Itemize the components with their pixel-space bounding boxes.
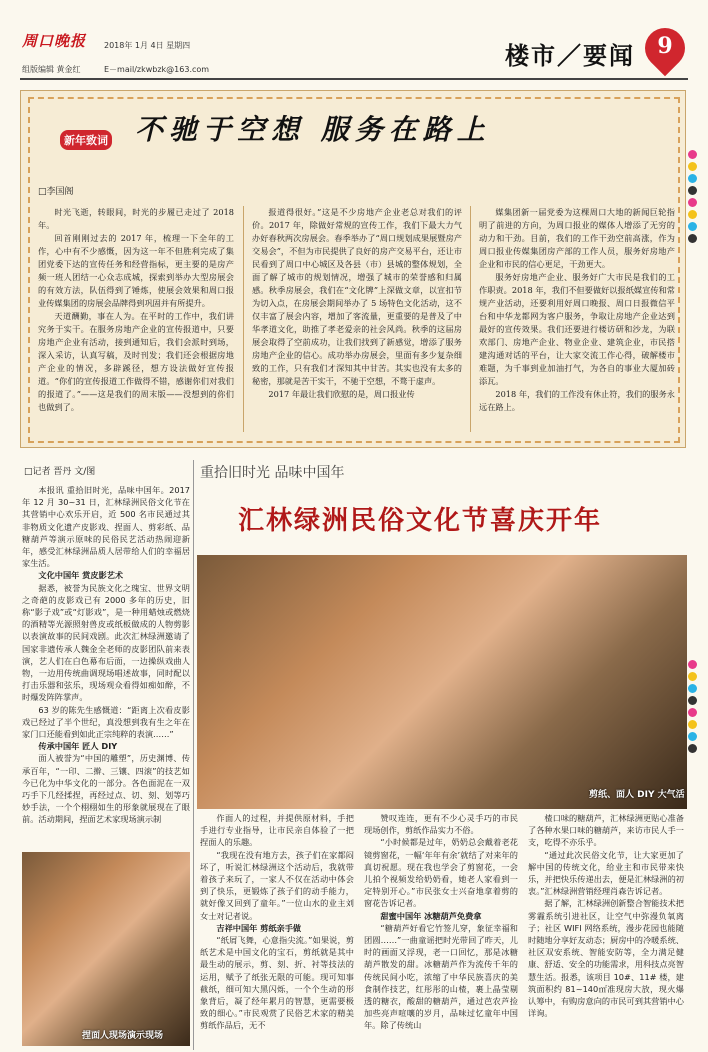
article-column-left (22, 484, 190, 846)
subheading: 传承中国年 匠人 DIY (38, 741, 118, 752)
paragraph: 媒集团新一届党委为这棵周口大地的新闻巨轮指明了前进的方向，为周口报业的媒体人增添了无穷的动力和干劲。目前，我们的工作干劲空前高涨，作为周口报业传媒集团房产部的工作人员，服务好房地产企业和市民的信心更足，干劲更大。 (479, 207, 675, 269)
paragraph: 报道得很好。”这是不少房地产企业老总对我们的评价。2017 年，除做好常规的宣传工作，我们下最大力气办好春秋两次房展会。春季举办了“周口规划成果展暨房产交易会”，不但为市民提供了良好的房产交易平台，还让市民看到了周口中心城区及各县（市）县城的整体规划，全面了解了城市的规划情况，增强了城市的荣誉感和归属感。秋季房展会，我们在“文化牌”上深做文章，以宣扣节为切入点，在房展会期间举办了 5 场特色文化活动，这不仅丰富了展会内容，增加了客流量，更重要的是普及了中华孝道文化，助推了孝老爱亲的社会风尚。秋季的这届房展会取得了空前成功，让我们找到了新感觉，增添了服务房地产企业的信心。成功举办房展会，里面有多少复杂细致的工作，只有我们才深知其中甘苦。其实也没有太多的秘密，那就是苦干实干，不驰于空想，不骛于虚声。 (252, 207, 462, 386)
paragraph: “纸屑飞舞，心意指尖流。”如果说，剪纸艺术是中国文化的宝石，剪纸就是其中最生动的展示，剪、刻、折、衬等技法的运用，赋予了纸张无限的可能。现可知事截纸，细可知大黑闪烁，一个个生动的形象背后，凝了经年累月的智慧，更需要极致的细心。”市民观赏了民俗艺术家的精美剪纸作品后，无不 (200, 935, 354, 1031)
column-divider (193, 460, 194, 1050)
editorial-column-3 (479, 206, 675, 414)
photo-caption: 捏面人现场演示现场 (82, 1031, 164, 1041)
paragraph: 作面人的过程，并提供原材料，手把手进行专业指导，让市民亲自体验了一把捏面人的乐趣。 (200, 813, 354, 848)
column-divider (470, 206, 471, 432)
paragraph: 回首刚刚过去的 2017 年，梳理一下全年的工作，心中有不少感慨，因为这一年不但胜利完成了集团党委下达的宣传任务和经营指标，更主要的是房产频一班人团结一心众志成城，探索到举办大型房展会的有效方法，队伍得到了锤炼，使展会效果和周口报业传媒集团的房展会品牌得到巩固并有所提升。 (38, 233, 234, 308)
paragraph: 2018 年，我们的工作没有休止符，我们的服务永远在路上。 (479, 389, 675, 412)
masthead-rule (20, 78, 688, 80)
paragraph: “糖葫芦好看它竹签儿穿，象征幸福和团圆……”一曲童谣把时光带回了昨天，儿时的画面又浮现，老一口回忆，那是冰糖葫芦散发的甜。冰糖葫芦作为流传千年的传统民间小吃，浓缩了中华民族喜庆的美食制作技艺，红彤彤的山楂，裹上晶莹剔透的糖衣，酸甜的糖葫芦，通过芭农芦捡加些亮声喧嚷的岁月，品味过忆童年中国年。除了传统山 (364, 922, 518, 1031)
paragraph: “小时候都是过年，奶奶总会戴着老花镜剪窗花，一幅‘年年有余’就结了对来年的真切祝愿。现在我也学会了剪窗花，一会儿拍个视频发给奶奶看，她老人家看到一定特别开心。”市民张女士兴奋地拿着剪的窗花告诉记者。 (364, 837, 518, 909)
paragraph: 服务好房地产企业、服务好广大市民是我们的工作职责。2018 年，我们不但要做好以报纸媒宣传和常规产业活动，还要利用好周口晚报、周口日报微信平台和中华龙都网为客户服务，争取让房地产企业达到最好的宣传效果。我们还要进行楼访研和沙龙，为联欢部门、房地产企业、物业企业、建筑企业，市民搭建沟通对话的平台，让大家交流工作心得，破解楼市难题，为千事到业加油打气，为各自的事业大厦加砖添瓦。 (479, 272, 675, 386)
newspaper-logo: 周口晚报 (22, 32, 87, 50)
page-editor: 组版编辑 黄金红 (22, 65, 81, 74)
editorial-column-1 (38, 206, 234, 414)
issue-date: 2018年 1月 4日 星期四 (104, 41, 191, 50)
color-dots-top (688, 150, 702, 246)
paragraph: 时光飞逝，转眼间，时光的步履已走过了 2018年。 (38, 207, 234, 230)
subheading: 甜蜜中国年 冰糖葫芦免费拿 (380, 910, 482, 921)
paragraph: 2017 年最让我们欣慰的是，周口报业传 (268, 389, 415, 399)
subheading: 吉祥中国年 剪纸亲手做 (216, 922, 302, 933)
article-kicker: 重拾旧时光 品味中国年 (200, 465, 345, 481)
article-byline: □记者 晋丹 文/图 (24, 467, 96, 477)
contact-email: E－mail/zkwbzk@163.com (104, 65, 210, 74)
article-column-b (364, 812, 518, 1048)
paragraph: 63 岁的陈先生感慨道：“距离上次看皮影戏已经过了半个世纪，真没想到我有生之年在家门口还能看到如此正宗纯粹的表演……” (22, 704, 190, 740)
photo-paper-cutting-event (197, 555, 687, 809)
paragraph: “我现在没有地方去，孩子们在家都闷坏了，听说汇林绿洲这个活动后，我就带着孩子来玩了，一家人不仅在活动中体会到了快乐，更锻炼了孩子们的动手能力，就好像又回到了童年。”一位山水的业主刘女士对记者说。 (200, 849, 354, 921)
photo-dough-figures (22, 852, 190, 1046)
paragraph: “通过此次民俗文化节，让大家更加了解中国的传统文化，给业主和市民带来快乐，并把快乐传递出去，便是汇林绿洲的初衷。”汇林绿洲营销经理肖森告诉记者。 (528, 849, 684, 897)
new-year-badge: 新年致词 (60, 130, 112, 150)
paragraph: 赞叹连连，更有不少心灵手巧的市民现场创作，剪纸作品实力不俗。 (364, 813, 518, 836)
paragraph: 据了解，汇林绿洲创新整合智能技术把雾霾系统引进社区，让空气中弥漫负氧离子；社区 WIFI 网络系统，漫步花园也能随时随地分享好友动态；厨房中的冷暖系统、社区双安系统、智能安防等，全力满足健康、舒适、安全的功能需求，用科技点亮智慧生活。报悉，该项目 10#、11# 楼，建筑面积约 81~140㎡准现房大放，现火爆认筹中，有购房意向的市民可到其营销中心详询。 (528, 898, 684, 1019)
paragraph: 据悉，被誉为民族文化之瑰宝、世界文明之奇葩的皮影戏已有 2000 多年的历史，旧称“影子戏”或“灯影戏”，是一种用蜡烛或燃烧的酒精等光源照射兽皮或纸板做成的人物剪影以表演故事的民间戏剧。此次汇林绿洲邀请了国家非遗传承人魏金全老师的皮影团队前来表演，艺人们在白色幕布后面，一边操纵戏曲人物，一边用传统曲调现场唱述故事，同时配以打击乐器和弦乐，现场观众看得如痴如醉，不时爆发阵阵掌声。 (22, 582, 190, 703)
column-divider (243, 206, 244, 432)
section-title: 楼市／要闻 (505, 41, 635, 70)
editorial-byline: □李国阁 (38, 187, 74, 197)
paragraph: 楂口味的糖葫芦，汇林绿洲更贴心准备了各种水果口味的糖葫芦，来访市民人手一支，吃得不亦乐乎。 (528, 813, 684, 848)
color-dots-bottom (688, 660, 702, 756)
paragraph: 天道酬勤，事在人为。在平时的工作中，我们讲究务于实干。在服务房地产企业的宣传报道中，只要房地产企业有活动，接到通知后，我们会派时到场，深入采访，认真写稿，及时刊发；我们还会根据房地产企业的情况，多辟蹊径，想方设法做好宣传报道。“你们的宣传报道工作做得不错，感谢你们对我们的报道了。”——这是我们的周末版——没想到的你们也做到了。 (38, 311, 234, 412)
subheading: 文化中国年 赏皮影艺术 (38, 570, 124, 581)
article-headline: 汇林绿洲民俗文化节喜庆开年 (238, 506, 603, 536)
editorial-title: 不驰于空想 服务在路上 (135, 113, 491, 146)
article-column-a (200, 812, 354, 1048)
paragraph: 本报讯 重拾旧时光，品味中国年。2017 年 12 月 30~31 日，汇林绿洲民俗文化节在其营销中心欢乐开启，近 500 名市民通过其非物质文化遗产皮影戏、捏面人、剪彩纸、品糖葫芦等演示原味的民俗民艺活动热闹迎新年，感受汇林绿洲品质人居带给人们的幸福居家生活。 (22, 485, 190, 569)
editorial-column-2 (252, 206, 462, 401)
photo-caption: 剪纸、面人 DIY 大气活 (589, 790, 685, 800)
article-column-c (528, 812, 684, 1048)
page-number: 9 (657, 33, 673, 59)
paragraph: 面人被誉为“中国的雕塑”，历史渊博、传承百年，“一印、二擀、三镶、四滚”的技艺如今已化为中华文化的一部分。各色面泥在一双巧手下几经揉捏，再经过点、切、刻、划等巧妙手法，一个个栩栩如生的形象就展现在了眼前。活动期间，捏面艺术家现场演示制 (22, 753, 190, 825)
